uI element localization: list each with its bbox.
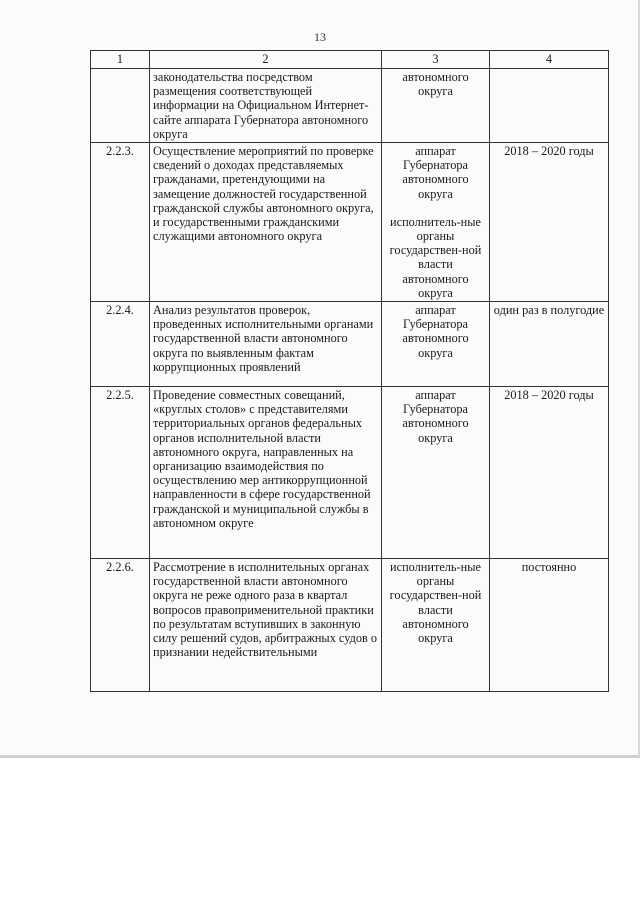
item-executors: [382, 559, 490, 692]
item-term: 2018 – 2020 годы: [490, 387, 609, 559]
executor-text: исполнитель-ные органы государствен-ной власти автономного округа: [389, 560, 482, 646]
item-description: законодательства посредством размещения соответствующей информации на Официальном Интернет-сайте аппарата Губернатора автономного округа: [150, 69, 382, 143]
item-number: [91, 69, 150, 143]
executor-text: аппарат Губернатора автономного округа: [402, 303, 469, 360]
table-row: [91, 143, 609, 302]
header-cell-3: 3: [382, 51, 490, 69]
item-term: один раз в полугодие: [490, 302, 609, 387]
item-number: 2.2.3.: [91, 143, 150, 302]
header-cell-1: 1: [91, 51, 150, 69]
executor-text: аппарат Губернатора автономного округа: [402, 144, 469, 201]
header-cell-2: 2: [150, 51, 382, 69]
table-row: [91, 302, 609, 387]
item-term: 2018 – 2020 годы: [490, 143, 609, 302]
table-row: [91, 69, 609, 143]
header-cell-4: 4: [490, 51, 609, 69]
item-description: Проведение совместных совещаний, «круглых столов» с представителями территориальных органов федеральных органов исполнительной власти автономного округа, направленных на организацию взаимодействия по осуществлению мер антикоррупционной направленности в сфере государственной гражданской и муниципальной службы в автономном округе: [150, 387, 382, 559]
item-description: Рассмотрение в исполнительных органах государственной власти автономного округа не реже одного раза в квартал вопросов правоприменительной практики по результатам вступивших в законную силу решений судов, арбитражных судов о признании недействительными: [150, 559, 382, 692]
executor-text: исполнитель-ные органы государствен-ной власти автономного округа: [389, 214, 482, 300]
item-executors: [382, 387, 490, 559]
item-number: 2.2.6.: [91, 559, 150, 692]
executor-text: автономного округа: [402, 70, 469, 99]
page-number: 13: [314, 30, 326, 44]
executor-text: аппарат Губернатора автономного округа: [402, 388, 469, 445]
item-executors: [382, 302, 490, 387]
header-row: [91, 51, 609, 69]
item-executors: [382, 69, 490, 143]
table-row: [91, 559, 609, 692]
item-term: постоянно: [490, 559, 609, 692]
table-row: [91, 387, 609, 559]
item-term: [490, 69, 609, 143]
measures-table: [90, 50, 609, 692]
item-description: Осуществление мероприятий по проверке сведений о доходах представляемых гражданами, претендующими на замещение должностей государственной гражданской службы автономного округа, и государственными гражданскими служащими автономного округа: [150, 143, 382, 302]
item-number: 2.2.4.: [91, 302, 150, 387]
item-executors: [382, 143, 490, 302]
item-number: 2.2.5.: [91, 387, 150, 559]
item-description: Анализ результатов проверок, проведенных исполнительными органами государственной власти автономного округа по выявленным фактам коррупционных проявлений: [150, 302, 382, 387]
